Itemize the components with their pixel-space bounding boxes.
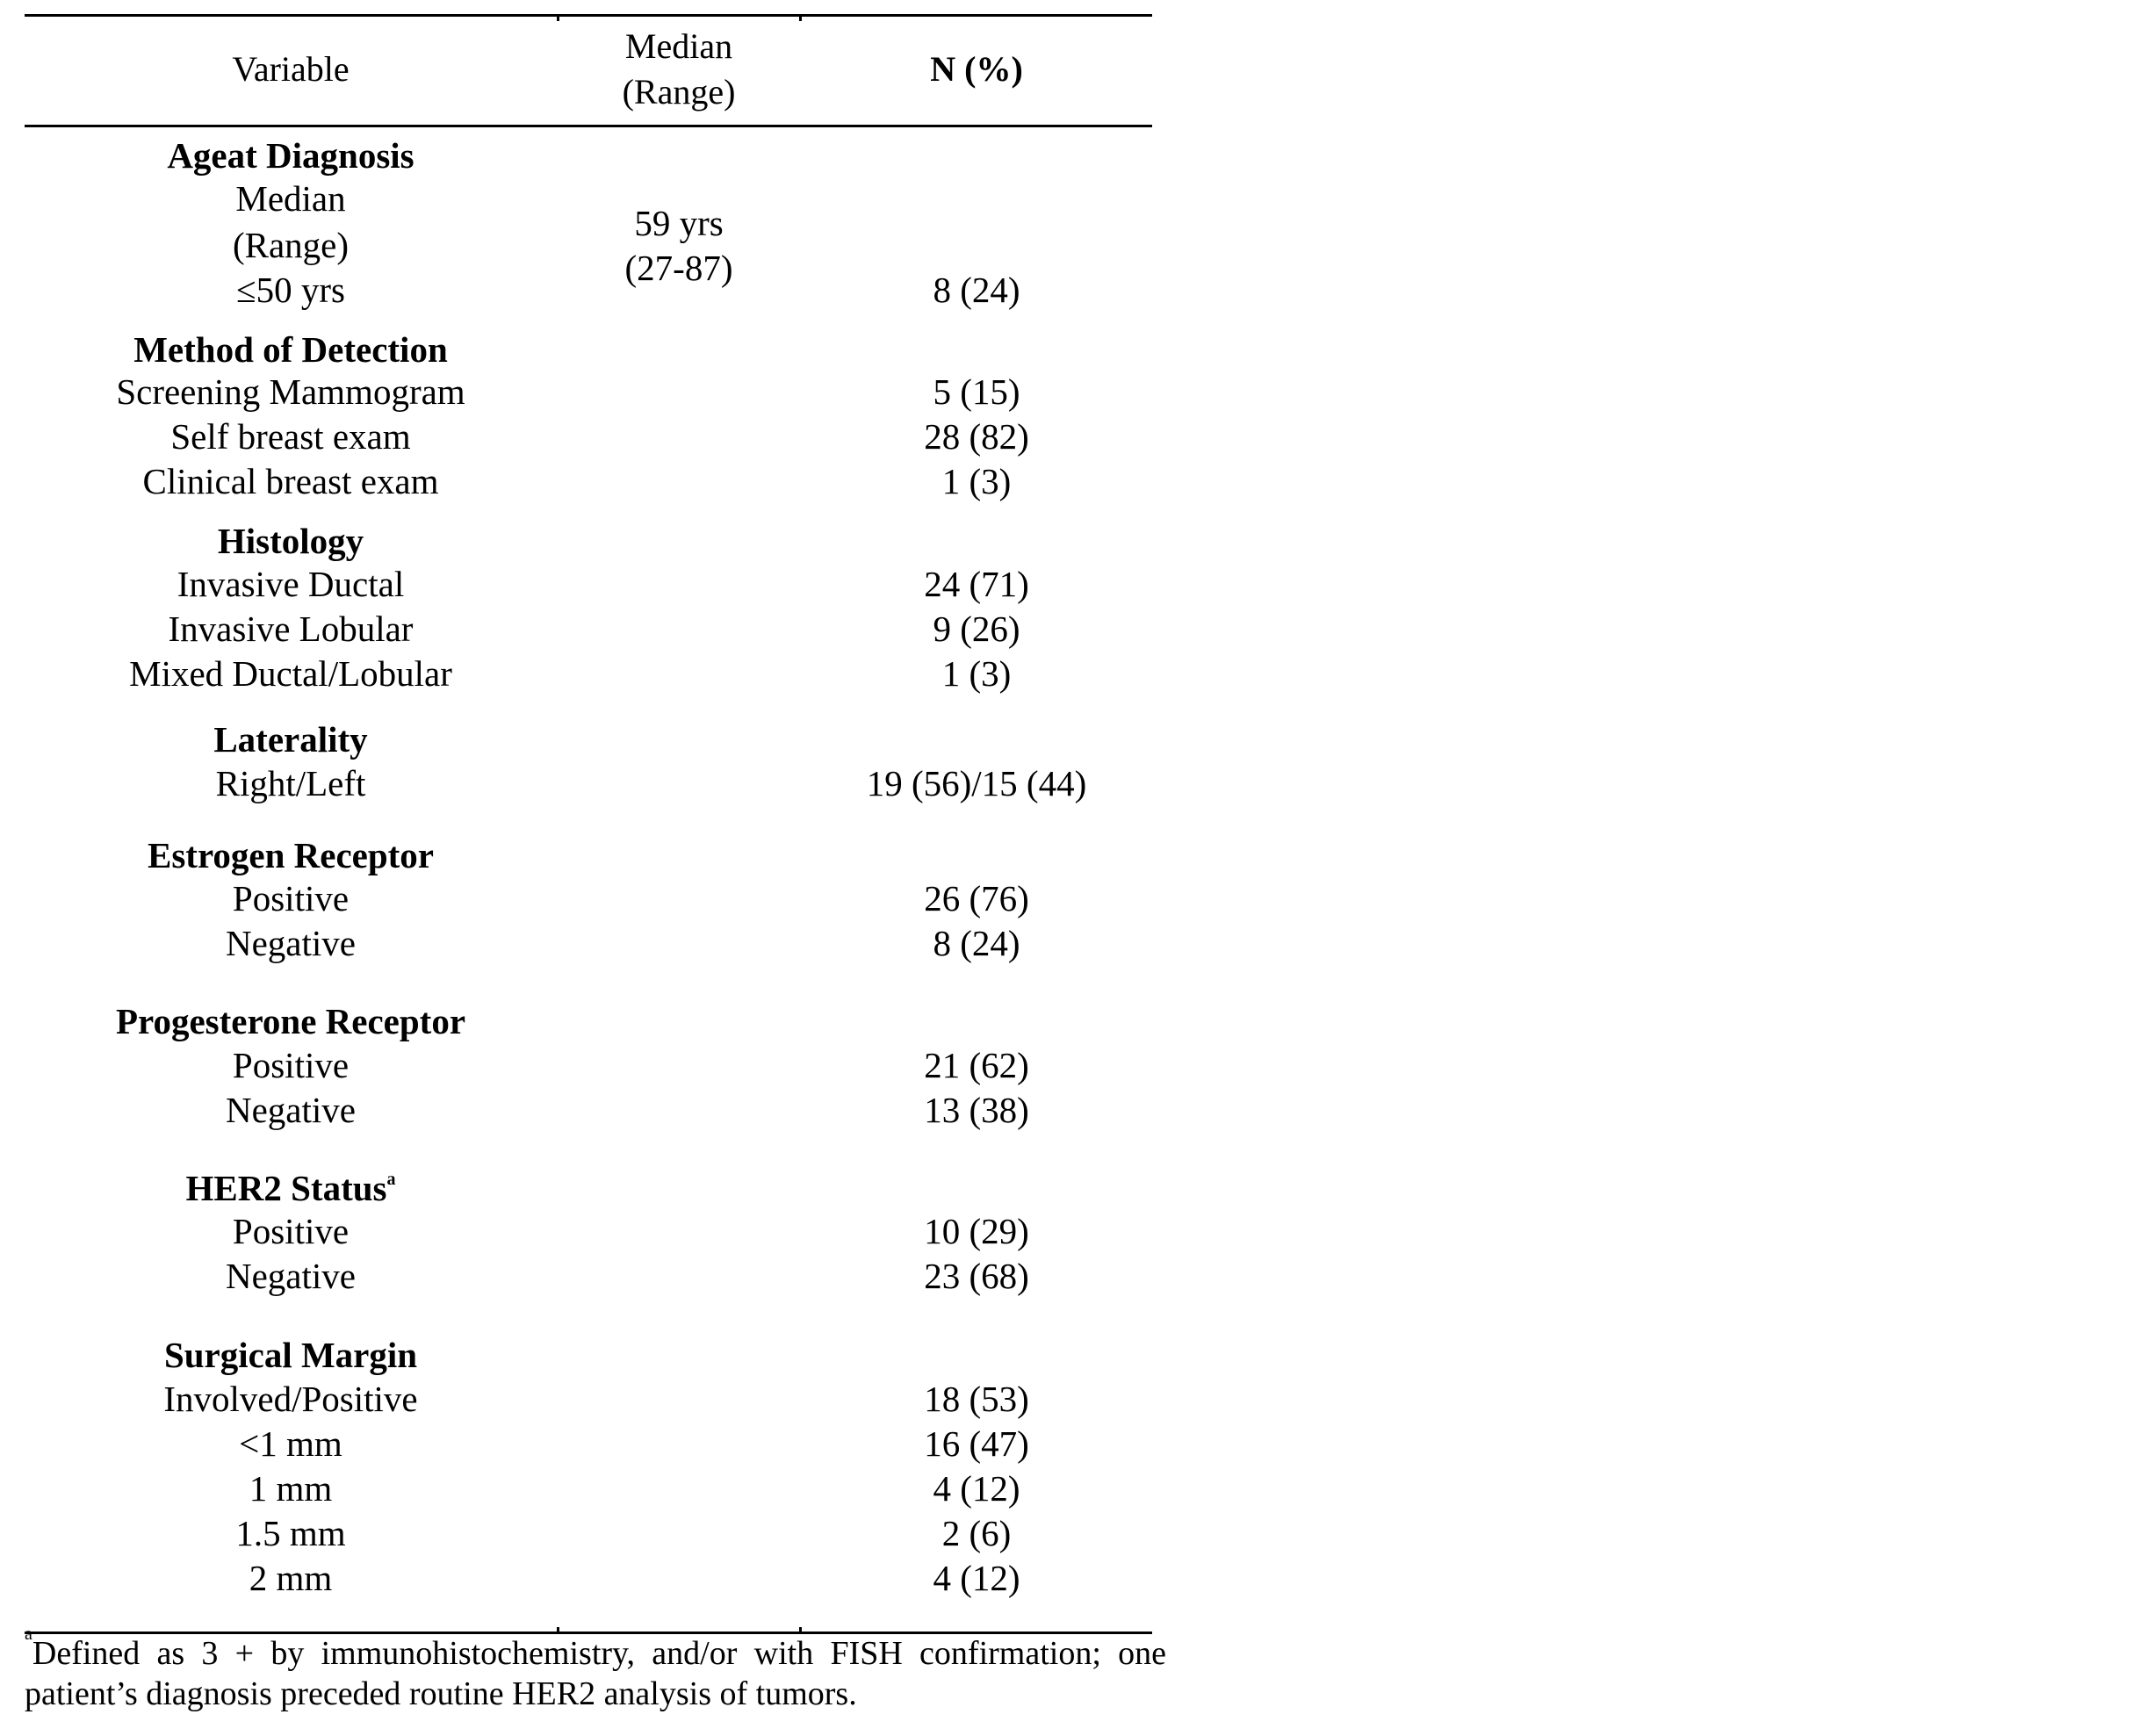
- histology-row-label: Invasive Lobular: [168, 609, 414, 649]
- column-divider: [799, 17, 802, 21]
- margin-row-n: 2 (6): [941, 1513, 1012, 1553]
- margin-row-label: <1 mm: [239, 1423, 342, 1464]
- detection-row-label: Screening Mammogram: [116, 371, 465, 412]
- section-title-margin: Surgical Margin: [163, 1335, 418, 1375]
- section-title-histology: Histology: [217, 521, 364, 561]
- section-title-progesterone: Progesterone Receptor: [115, 1001, 466, 1041]
- detection-row-n: 1 (3): [941, 461, 1012, 501]
- section-title-detection: Method of Detection: [133, 329, 448, 370]
- progesterone-row-label: Positive: [232, 1045, 350, 1085]
- her2-row-n: 10 (29): [924, 1211, 1029, 1251]
- her2-row-label: Positive: [232, 1211, 350, 1251]
- header-n-percent: N (%): [930, 49, 1023, 89]
- age-le50-n: 8 (24): [933, 270, 1020, 310]
- footnote-marker: a: [25, 1624, 32, 1645]
- age-median-label: Median: [235, 178, 346, 219]
- her2-row-label: Negative: [226, 1256, 356, 1296]
- column-divider: [799, 1627, 802, 1632]
- age-median-value: 59 yrs: [634, 203, 724, 243]
- her2-title-text: HER2 Status: [185, 1168, 387, 1208]
- header-rule: [25, 125, 1152, 127]
- histology-row-label: Mixed Ductal/Lobular: [129, 653, 452, 694]
- header-median: Median: [624, 26, 733, 66]
- age-range-value: (27-87): [624, 248, 733, 288]
- section-title-estrogen: Estrogen Receptor: [147, 835, 435, 875]
- age-range-label: (Range): [232, 225, 350, 265]
- table-footnote: [25, 1624, 1166, 1714]
- margin-row-n: 18 (53): [924, 1379, 1029, 1419]
- progesterone-row-label: Negative: [226, 1090, 356, 1130]
- margin-row-label: 2 mm: [249, 1558, 333, 1598]
- histology-row-n: 9 (26): [933, 609, 1020, 649]
- margin-row-label: Involved/Positive: [163, 1379, 418, 1419]
- laterality-row-n: 19 (56)/15 (44): [866, 763, 1087, 803]
- section-title-age: Ageat Diagnosis: [167, 135, 414, 176]
- histology-row-n: 24 (71): [924, 564, 1029, 604]
- her2-footnote-marker: a: [386, 1170, 396, 1189]
- section-title-laterality: Laterality: [213, 719, 368, 760]
- histology-row-n: 1 (3): [941, 653, 1012, 694]
- header-range: (Range): [622, 72, 736, 112]
- margin-row-n: 4 (12): [933, 1558, 1020, 1598]
- detection-row-label: Self breast exam: [170, 416, 411, 457]
- estrogen-row-n: 26 (76): [924, 878, 1029, 918]
- header-variable: Variable: [232, 49, 350, 89]
- column-divider: [557, 17, 559, 21]
- column-divider: [557, 1627, 559, 1632]
- laterality-row-label: Right/Left: [215, 763, 366, 803]
- progesterone-row-n: 13 (38): [924, 1090, 1029, 1130]
- top-rule: [25, 14, 1152, 17]
- her2-row-n: 23 (68): [924, 1256, 1029, 1296]
- histology-row-label: Invasive Ductal: [177, 564, 405, 604]
- margin-row-label: 1 mm: [249, 1468, 333, 1509]
- estrogen-row-n: 8 (24): [933, 923, 1020, 963]
- margin-row-n: 16 (47): [924, 1423, 1029, 1464]
- detection-row-n: 28 (82): [924, 416, 1029, 457]
- age-le50-label: ≤50 yrs: [236, 270, 345, 310]
- estrogen-row-label: Positive: [232, 878, 350, 918]
- margin-row-n: 4 (12): [933, 1468, 1020, 1509]
- progesterone-row-n: 21 (62): [924, 1045, 1029, 1085]
- section-title-her2: [25, 1166, 557, 1210]
- footnote-text: Defined as 3 + by immunohistochemistry, and/or with FISH confirmation; one patient’s diagnosis preceded routine HER2 analysis of tumors.: [25, 1635, 1166, 1712]
- estrogen-row-label: Negative: [226, 923, 356, 963]
- detection-row-label: Clinical breast exam: [142, 461, 439, 501]
- detection-row-n: 5 (15): [933, 371, 1020, 412]
- margin-row-label: 1.5 mm: [235, 1513, 346, 1553]
